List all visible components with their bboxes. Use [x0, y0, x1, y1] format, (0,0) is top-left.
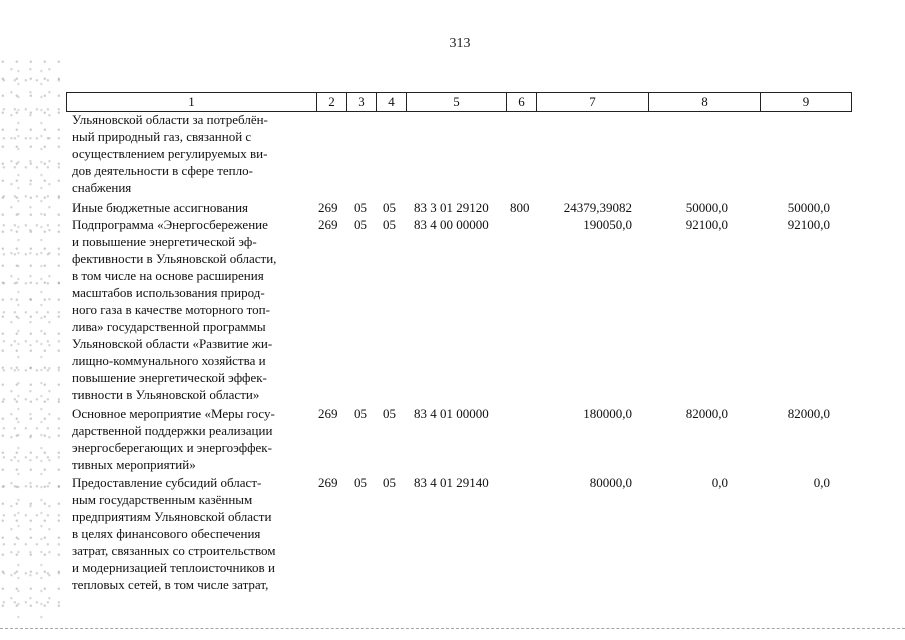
cell-amount-year-1: 24379,39082	[563, 200, 632, 215]
cell-amount-year-2: 82000,0	[685, 406, 728, 421]
cell-expense-type: 800	[510, 200, 530, 215]
row-description: Предоставление субсидий област- ным государственным казённым предприятиям Ульяновской области в целях финансового обеспечения затрат, связанных со строительством и модернизацией теплоисточников и тепловых сетей, в том числе затрат,	[72, 475, 276, 592]
cell-section: 05	[354, 200, 367, 215]
scan-bottom-edge	[0, 628, 905, 632]
header-col-9: 9	[802, 94, 810, 109]
cell-subsection: 05	[383, 475, 396, 490]
page-number: 313	[449, 36, 471, 51]
cell-target-article: 83 3 01 29120	[414, 200, 489, 215]
header-col-4: 4	[377, 93, 407, 111]
cell-ministry-code: 269	[318, 200, 338, 215]
header-col-2: 2	[317, 93, 347, 111]
header-col-3: 3	[347, 93, 377, 111]
cell-ministry-code: 269	[318, 406, 338, 421]
header-col-6: 6	[507, 93, 537, 111]
cell-subsection: 05	[383, 406, 396, 421]
header-col-1: 1	[67, 93, 317, 111]
cell-target-article: 83 4 01 00000	[414, 406, 489, 421]
cell-amount-year-1: 180000,0	[583, 406, 632, 421]
cell-amount-year-3: 82000,0	[787, 406, 830, 421]
row-description: Основное мероприятие «Меры госу- дарственной поддержки реализации энергосберегающих и энергоэффек- тивных мероприятий»	[72, 406, 275, 472]
scan-artifacts	[0, 60, 60, 620]
header-col-8: 8	[649, 93, 761, 111]
cell-amount-year-2: 92100,0	[685, 217, 728, 232]
cell-amount-year-1: 190050,0	[583, 217, 632, 232]
row-description: Иные бюджетные ассигнования	[72, 200, 249, 215]
cell-ministry-code: 269	[318, 217, 338, 232]
cell-section: 05	[354, 217, 367, 232]
row-description: Ульяновской области за потреблён- ный природный газ, связанной с осуществлением регулируемых ви- дов деятельности в сфере тепло- снабжения	[72, 112, 268, 195]
cell-section: 05	[354, 406, 367, 421]
row-description: Подпрограмма «Энергосбережение и повышение энергетической эф- фективности в Ульяновской области, в том числе на основе расширения масштабов использования природ- ного газа в качестве моторного топ- лива» государственной программы Ульяновской области «Развитие жи- лищно-коммунального хозяйства и повышение энергетической эффек- тивности в Ульяновской области»	[72, 217, 277, 402]
cell-target-article: 83 4 01 29140	[414, 475, 489, 490]
cell-target-article: 83 4 00 00000	[414, 217, 489, 232]
cell-ministry-code: 269	[318, 475, 338, 490]
table-header	[66, 92, 852, 112]
cell-amount-year-2: 0,0	[711, 475, 728, 490]
cell-section: 05	[354, 475, 367, 490]
cell-amount-year-1: 80000,0	[589, 475, 632, 490]
cell-amount-year-3: 0,0	[813, 475, 830, 490]
cell-amount-year-3: 92100,0	[787, 217, 830, 232]
cell-amount-year-2: 50000,0	[685, 200, 728, 215]
cell-subsection: 05	[383, 217, 396, 232]
cell-amount-year-3: 50000,0	[787, 200, 830, 215]
header-col-5: 5	[407, 93, 507, 111]
cell-subsection: 05	[383, 200, 396, 215]
header-col-7: 7	[537, 93, 649, 111]
